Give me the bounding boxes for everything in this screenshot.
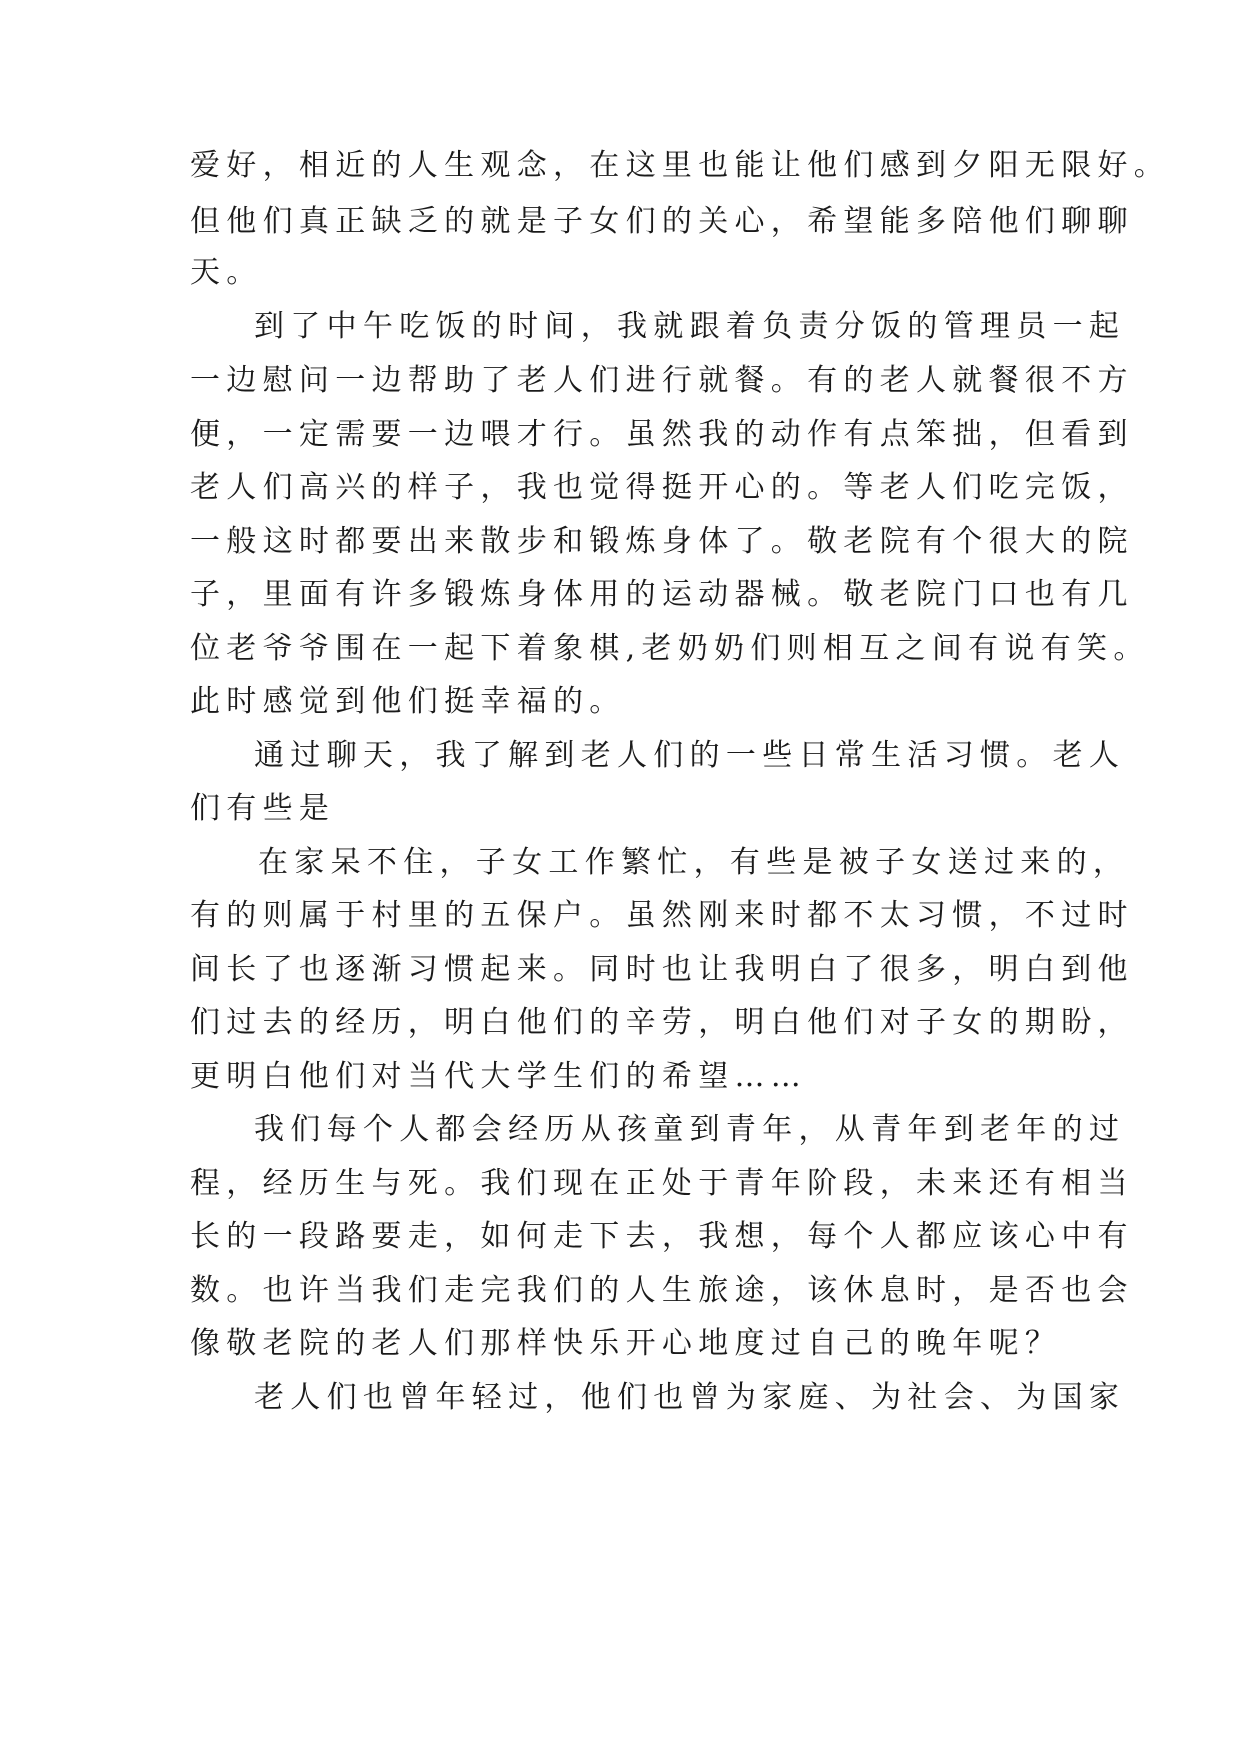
text-line: 一边慰问一边帮助了老人们进行就餐。有的老人就餐很不方 (190, 363, 1134, 398)
paragraph-first-line: 到了中午吃饭的时间，我就跟着负责分饭的管理员一起 (254, 309, 1126, 344)
paragraph-first-line: 老人们也曾年轻过，他们也曾为家庭、为社会、为国家 (254, 1380, 1126, 1415)
text-line: 但他们真正缺乏的就是子女们的关心，希望能多陪他们聊聊 (190, 204, 1134, 239)
text-line: 便，一定需要一边喂才行。虽然我的动作有点笨拙，但看到 (190, 417, 1134, 452)
text-line: 此时感觉到他们挺幸福的。 (190, 684, 626, 719)
text-line: 一般这时都要出来散步和锻炼身体了。敬老院有个很大的院 (190, 524, 1134, 559)
text-line: 长的一段路要走，如何走下去，我想，每个人都应该心中有 (190, 1219, 1134, 1254)
text-line: 数。也许当我们走完我们的人生旅途，该休息时，是否也会 (190, 1273, 1134, 1308)
paragraph-first-line: 我们每个人都会经历从孩童到青年，从青年到老年的过 (254, 1112, 1126, 1147)
text-line: 位老爷爷围在一起下着象棋,老奶奶们则相互之间有说有笑。 (190, 631, 1150, 666)
text-line: 们过去的经历，明白他们的辛劳，明白他们对子女的期盼， (190, 1005, 1134, 1040)
text-line: 天。 (190, 255, 263, 290)
text-line: 爱好，相近的人生观念，在这里也能让他们感到夕阳无限好。 (190, 148, 1171, 183)
paragraph-first-line: 在家呆不住，子女工作繁忙，有些是被子女送过来的， (258, 845, 1130, 880)
text-line: 间长了也逐渐习惯起来。同时也让我明白了很多，明白到他 (190, 952, 1134, 987)
text-line: 像敬老院的老人们那样快乐开心地度过自己的晚年呢？ (190, 1326, 1062, 1361)
text-line: 老人们高兴的样子，我也觉得挺开心的。等老人们吃完饭， (190, 470, 1134, 505)
text-line: 们有些是 (190, 791, 336, 826)
text-line: 程，经历生与死。我们现在正处于青年阶段，未来还有相当 (190, 1166, 1134, 1201)
text-line: 子，里面有许多锻炼身体用的运动器械。敬老院门口也有几 (190, 577, 1134, 612)
text-line: 有的则属于村里的五保户。虽然刚来时都不太习惯，不过时 (190, 898, 1134, 933)
paragraph-first-line: 通过聊天，我了解到老人们的一些日常生活习惯。老人 (254, 738, 1126, 773)
text-line: 更明白他们对当代大学生们的希望…… (190, 1059, 808, 1094)
